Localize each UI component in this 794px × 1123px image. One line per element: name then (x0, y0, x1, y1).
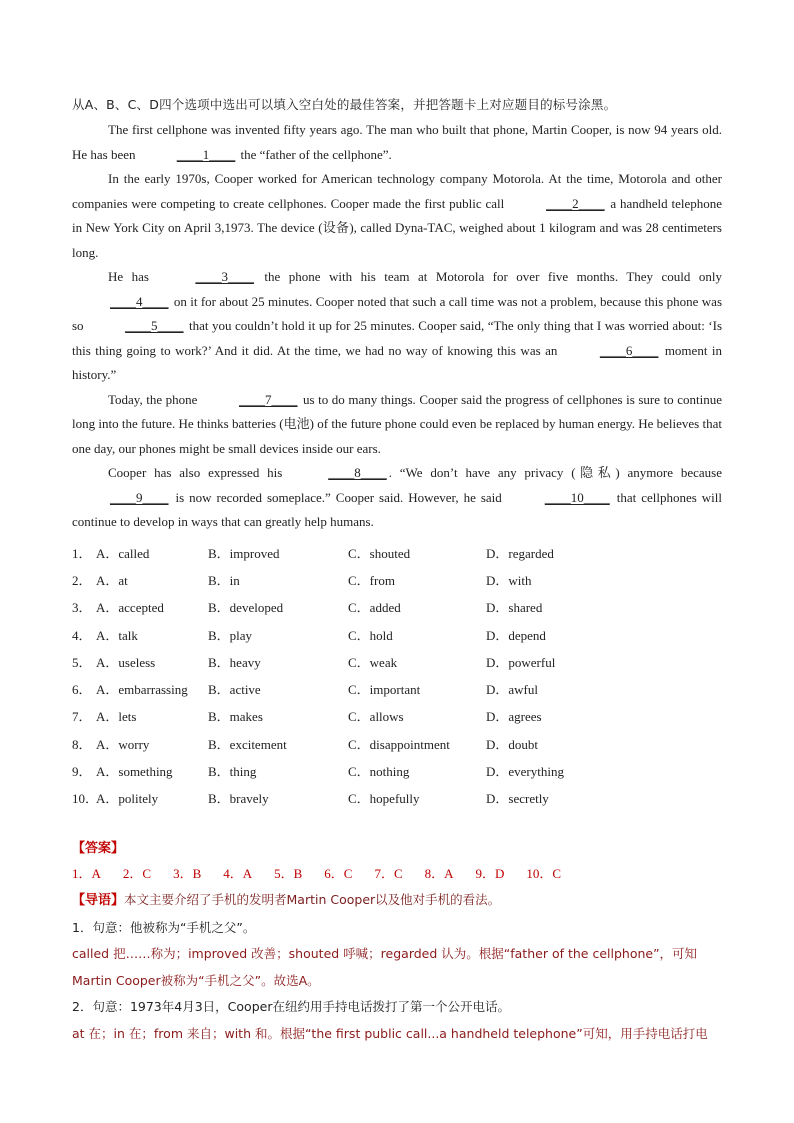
option-c: C．important (348, 682, 421, 698)
option-a: A．useless (96, 654, 156, 670)
option-row (72, 730, 722, 757)
option-a: A．politely (96, 791, 159, 807)
option-d: D．depend (486, 627, 546, 643)
option-row (72, 784, 722, 811)
option-d: D．awful (486, 682, 538, 698)
paragraph-1: The first cellphone was invented fifty years ago. The man who built that phone, Martin Cooper, is now 94 years old. He has been ____1____ the “father of the cellphone”. (72, 118, 722, 167)
paragraph-4: Today, the phone ____7____ us to do many things. Cooper said the progress of cellphones is sure to continue long into the future. He thinks batteries (电池) of the future phone could even be replaced by human energy. He believes that one day, our phones might be small devices inside our ears. (72, 388, 722, 462)
option-row (72, 566, 722, 593)
question-number: 6． (72, 682, 92, 698)
blank-3: ____3____ (195, 269, 254, 284)
answer-item: 8．A (424, 866, 454, 882)
option-c: C．from (348, 572, 395, 588)
option-b: B．in (208, 572, 240, 588)
options-list (72, 539, 722, 812)
option-c: C．shouted (348, 545, 411, 561)
answer-item: 4．A (223, 866, 253, 882)
option-a: A．lets (96, 709, 137, 725)
option-d: D．with (486, 572, 532, 588)
option-d: D．powerful (486, 654, 556, 670)
answer-heading: 【答案】 (72, 841, 125, 857)
option-a: A．worry (96, 736, 150, 752)
option-d: D．shared (486, 600, 543, 616)
option-row (72, 675, 722, 702)
option-row (72, 593, 722, 620)
option-c: C．hopefully (348, 791, 420, 807)
answer-item: 7．C (374, 866, 403, 882)
answer-item: 5．B (274, 866, 303, 882)
blank-1: ____1____ (176, 146, 236, 162)
blank-4: ____4____ (110, 293, 169, 309)
guide (72, 887, 722, 915)
option-row (72, 757, 722, 784)
option-b: B．bravely (208, 791, 269, 807)
option-b: B．improved (208, 545, 280, 561)
option-a: A．talk (96, 627, 138, 643)
guide-text: 本文主要介绍了手机的发明者Martin Cooper以及他对手机的看法。 (124, 892, 501, 908)
blank-2: ____2____ (546, 195, 605, 211)
option-a: A．at (96, 572, 128, 588)
blank-9: ____9____ (110, 489, 169, 505)
explanation-question: 2．句意：1973年4月3日，Cooper在纽约用手持电话拨打了第一个公开电话。 (72, 999, 510, 1015)
paragraph-3: He has ____3____ the phone with his team at Motorola for over five months. They could only ____4____ on it for about 25 minutes. Cooper noted that such a call time was not a problem, because this phone was so ____5____ that you couldn’t hold it up for 25 minutes. Cooper said, “The only thing that I was worried about: ‘Is this thing going to work?’ And it did. At the time, we had no way of knowing this was an ____6____ moment in history.” (72, 265, 722, 388)
explanation-question: 1．句意：他被称为“手机之父”。 (72, 919, 256, 935)
option-c: C．hold (348, 627, 393, 643)
option-c: C．added (348, 600, 401, 616)
answer-item: 9．D (475, 866, 505, 882)
option-c: C．nothing (348, 764, 410, 780)
document-page (72, 94, 722, 1047)
guide-tag: 【导语】 (72, 893, 125, 909)
option-a: A．something (96, 764, 173, 780)
option-row (72, 648, 722, 675)
option-b: B．play (208, 627, 253, 643)
option-b: B．heavy (208, 654, 261, 670)
option-d: D．regarded (486, 545, 554, 561)
option-b: B．developed (208, 600, 284, 616)
answer-key (72, 861, 722, 887)
option-b: B．active (208, 682, 261, 698)
blank-10: ____10____ (544, 489, 610, 505)
blank-7: ____7____ (239, 391, 298, 407)
question-number: 1． (72, 545, 92, 561)
option-row (72, 539, 722, 566)
option-a: A．called (96, 545, 150, 561)
option-d: D．everything (486, 764, 564, 780)
option-a: A．embarrassing (96, 682, 188, 698)
answer-item: 6．C (324, 866, 353, 882)
passage (72, 118, 722, 535)
option-d: D．doubt (486, 736, 539, 752)
option-row (72, 702, 722, 729)
option-b: B．excitement (208, 736, 287, 752)
instruction: 从A、B、C、D四个选项中选出可以填入空白处的最佳答案，并把答题卡上对应题目的标号涂黑。 (72, 97, 617, 112)
option-d: D．agrees (486, 709, 542, 725)
question-number: 10． (72, 791, 99, 807)
option-c: C．disappointment (348, 736, 450, 752)
option-b: B．makes (208, 709, 263, 725)
blank-6: ____6____ (599, 342, 659, 358)
option-d: D．secretly (486, 791, 549, 807)
blank-5: ____5____ (125, 318, 184, 333)
question-number: 9． (72, 764, 92, 780)
option-b: B．thing (208, 764, 257, 780)
answer-item: 3．B (173, 866, 202, 882)
question-number: 2． (72, 572, 92, 588)
explanations (72, 915, 722, 1048)
option-a: A．accepted (96, 600, 164, 616)
option-c: C．weak (348, 654, 398, 670)
answer-item: 2．C (122, 866, 152, 882)
explanation-answer: called 把……称为；improved 改善；shouted 呼喊；regarded 认为。根据“father of the cellphone”，可知Martin Cooper被称为“手机之父”。故选A。 (72, 946, 698, 988)
question-number: 7． (72, 709, 92, 725)
blank-8: ____8____ (328, 465, 387, 480)
option-row (72, 620, 722, 647)
option-c: C．allows (348, 709, 404, 725)
explanation-answer: at 在；in 在；from 来自；with 和。根据“the first public call...a handheld telephone”可知，用手持电话打电 (72, 1025, 708, 1041)
question-number: 8． (72, 736, 92, 752)
paragraph-2: In the early 1970s, Cooper worked for American technology company Motorola. At the time, Motorola and other companies were competing to create cellphones. Cooper made the first public call ____2____ a handheld telephone in New York City on April 3,1973. The device (设备), called Dyna-TAC, weighed about 1 kilogram and was 28 centimeters long. (72, 171, 722, 260)
question-number: 5． (72, 654, 92, 670)
question-number: 3． (72, 600, 92, 616)
answer-item: 10．C (526, 866, 562, 882)
question-number: 4． (72, 627, 92, 643)
answer-item: 1．A (72, 866, 101, 882)
paragraph-5: Cooper has also expressed his ____8____ . “We don’t have any privacy (隐私) anymore because ____9____ is now recorded someplace.” Cooper said. However, he said ____10____ that cellphones will continue to develop in ways that can greatly help humans. (72, 461, 722, 535)
